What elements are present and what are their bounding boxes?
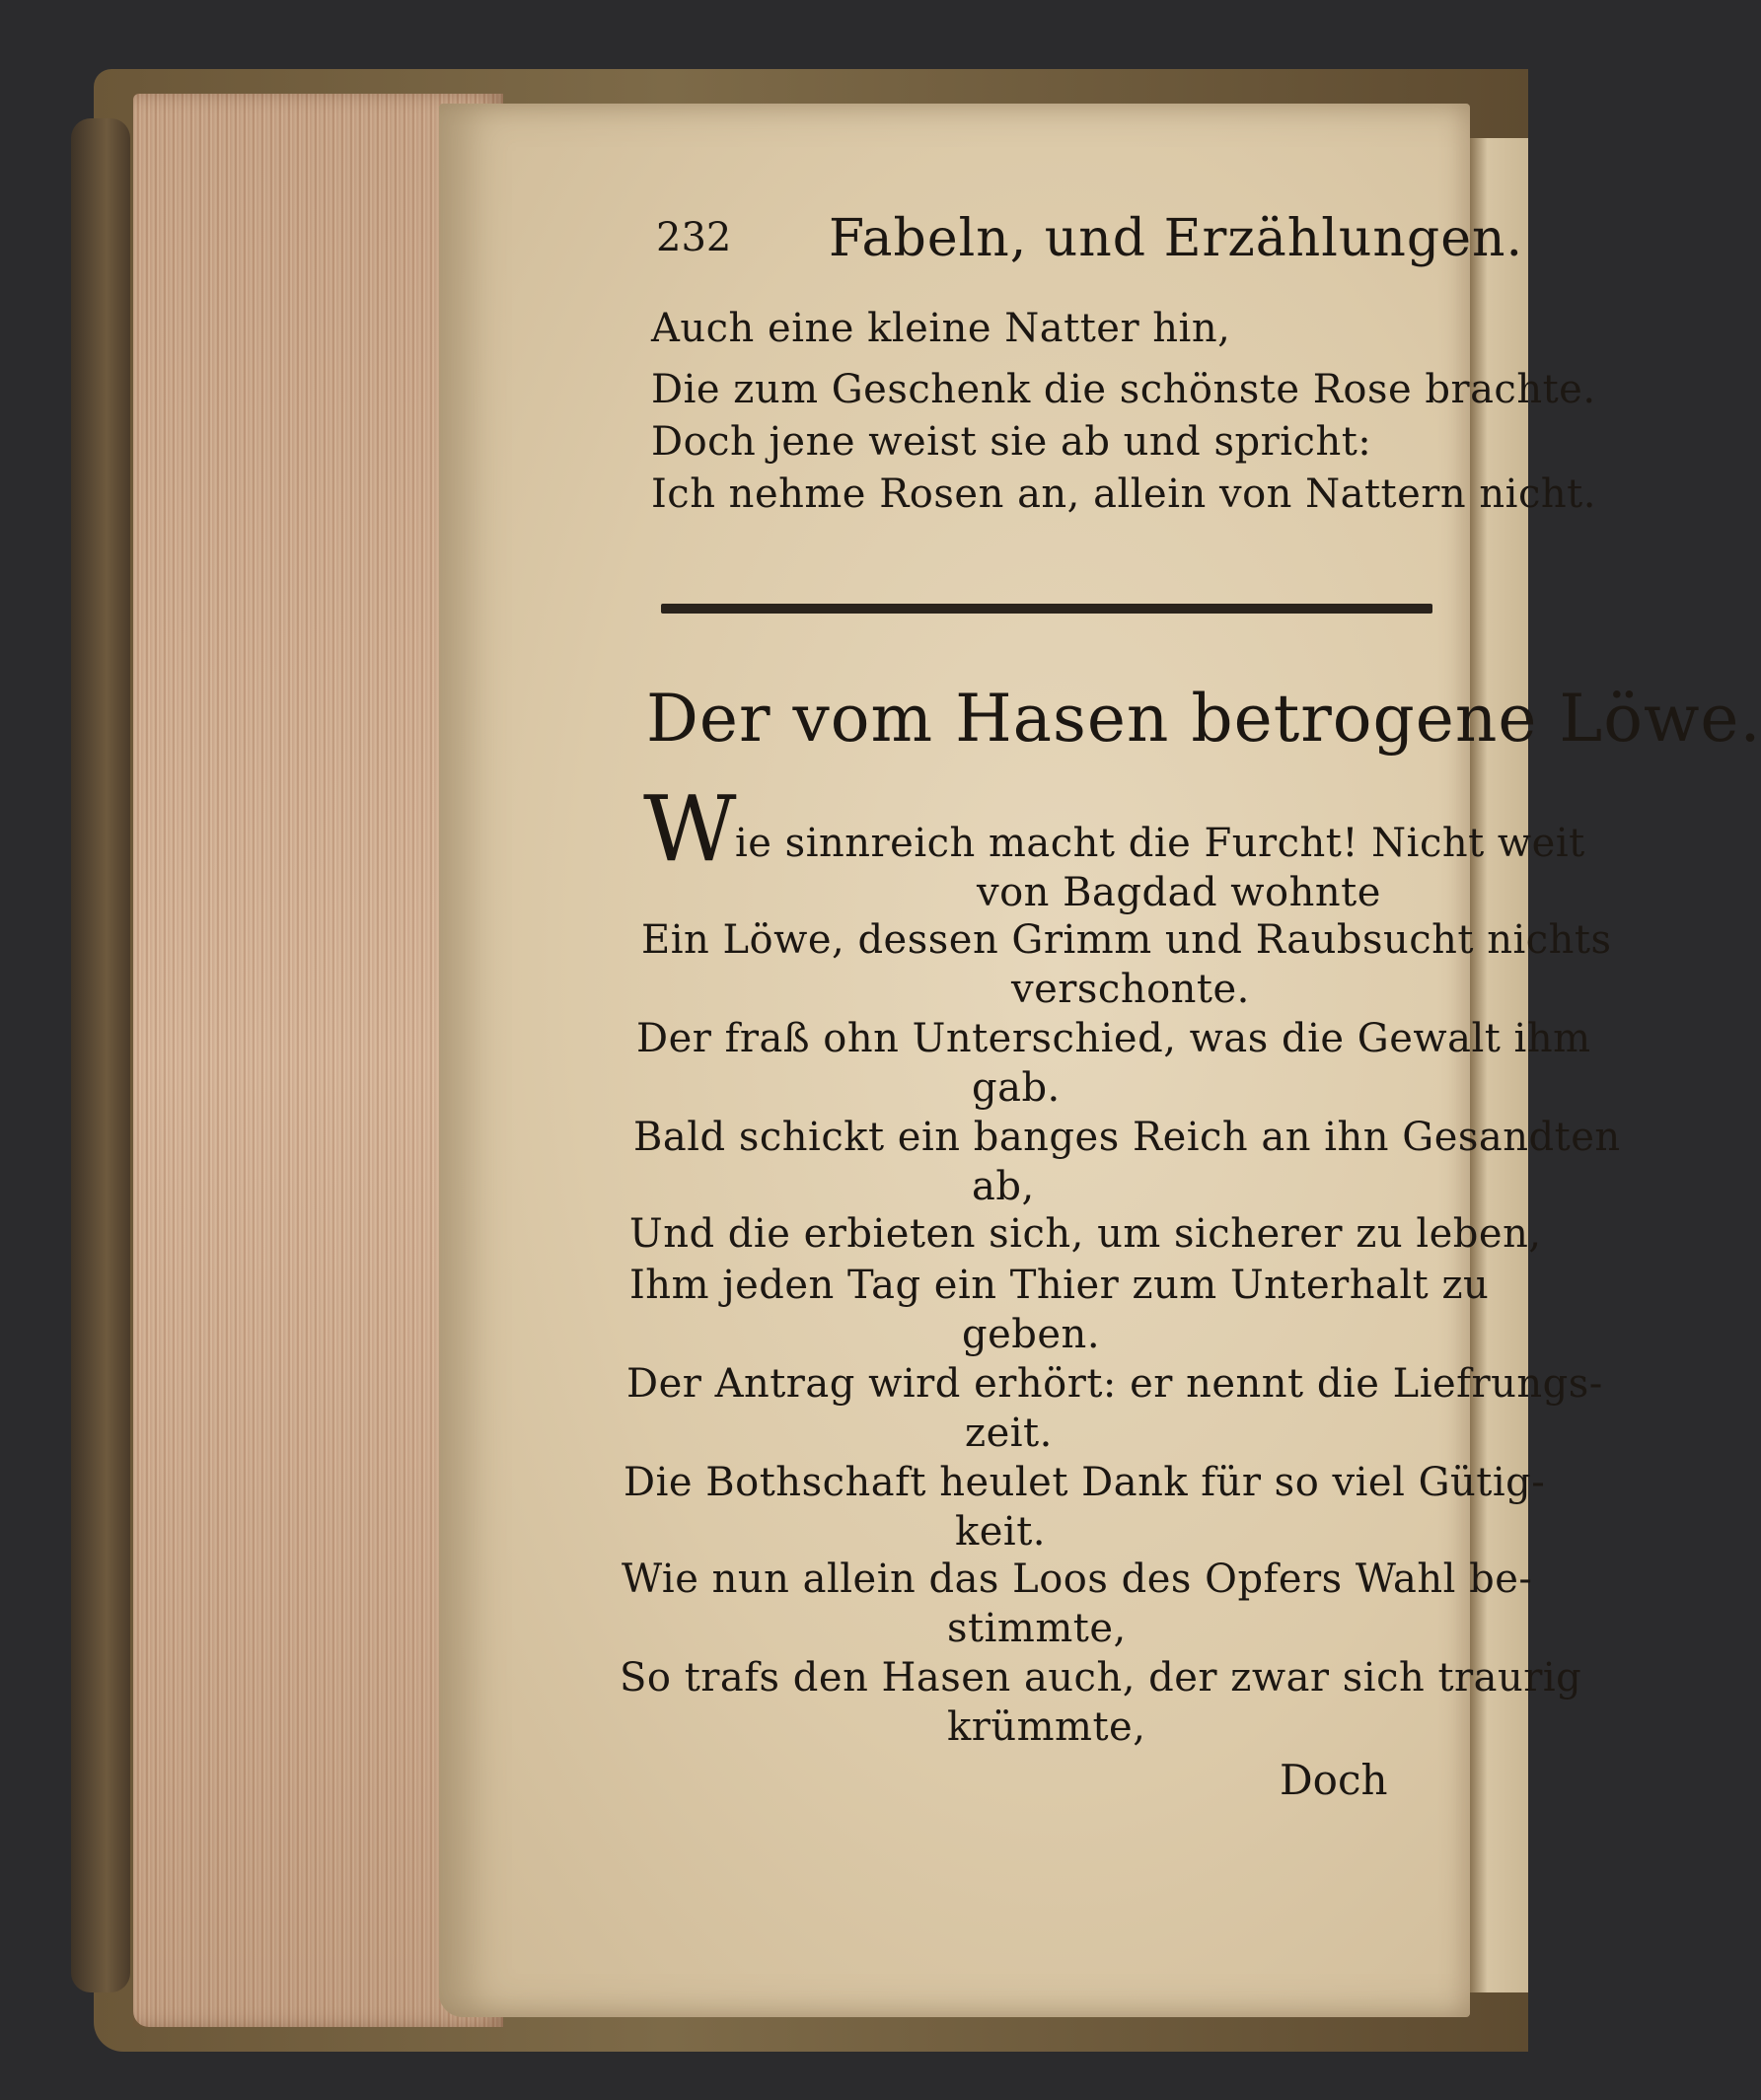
section-divider (661, 604, 1432, 614)
page-number: 232 (656, 215, 732, 260)
verse-line: zeit. (965, 1411, 1053, 1456)
drop-cap: W (643, 776, 737, 882)
verse-line: Ein Löwe, dessen Grimm und Raubsucht nichts (641, 917, 1612, 963)
verse-line: Und die erbieten sich, um sicherer zu leben, (629, 1211, 1542, 1257)
verse-line: Die Bothschaft heulet Dank für so viel Gütig- (624, 1460, 1546, 1505)
book-spine (71, 118, 130, 1992)
verse-line: So trafs den Hasen auch, der zwar sich traurig (620, 1655, 1582, 1701)
verse-line: gab. (972, 1065, 1061, 1111)
verse-line: ie sinnreich macht die Furcht! Nicht weit (735, 821, 1585, 866)
verse-line: verschonte. (1011, 967, 1250, 1012)
verse-line: geben. (962, 1312, 1101, 1357)
catchword: Doch (1280, 1756, 1388, 1804)
verse-line: Auch eine kleine Natter hin, (651, 306, 1231, 351)
verse-line: keit. (955, 1509, 1046, 1555)
verse-line: Die zum Geschenk die schönste Rose brachte. (651, 367, 1596, 412)
running-title: Fabeln, und Erzählungen. (829, 209, 1523, 268)
verse-line: Bald schickt ein banges Reich an ihn Gesandten (633, 1115, 1621, 1160)
facing-page-edge (1470, 138, 1528, 1992)
verse-line: Der Antrag wird erhört: er nennt die Liefrungs- (626, 1361, 1603, 1407)
verse-line: ab, (972, 1164, 1035, 1209)
fable-title: Der vom Hasen betrogene Löwe. (646, 681, 1761, 757)
verse-line: Ihm jeden Tag ein Thier zum Unterhalt zu (629, 1263, 1490, 1308)
verse-line: Doch jene weist sie ab und spricht: (651, 419, 1372, 465)
verse-line: Ich nehme Rosen an, allein von Nattern nicht. (651, 471, 1596, 517)
verse-line: krümmte, (947, 1704, 1146, 1750)
verse-line: Der fraß ohn Unterschied, was die Gewalt ihm (636, 1016, 1591, 1061)
verse-line: stimmte, (947, 1606, 1127, 1651)
verse-line: Wie nun allein das Loos des Opfers Wahl be- (622, 1557, 1533, 1602)
verse-line: von Bagdad wohnte (977, 870, 1381, 915)
